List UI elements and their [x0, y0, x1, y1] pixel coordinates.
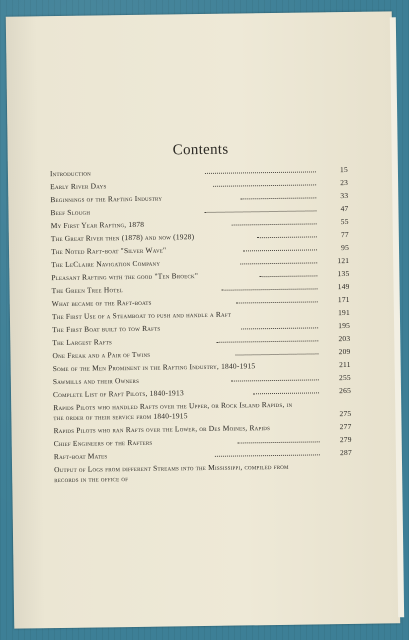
- toc-entry-title: Some of the Men Prominent in the Rafting Industry, 1840-1915: [52, 361, 256, 374]
- leader-dots: [236, 352, 319, 355]
- toc-entry-page: 275: [339, 408, 352, 419]
- toc-entry-page: 209: [338, 346, 351, 357]
- toc-entry-title: The LeClaire Navigation Company: [51, 258, 161, 270]
- leader-dots: [232, 222, 317, 225]
- toc-entry-title: Beginnings of the Rafting Industry: [50, 193, 163, 205]
- toc-entry-page: 77: [340, 229, 349, 240]
- toc-entry-page: 279: [339, 434, 352, 445]
- toc-entry-page: 47: [340, 203, 349, 214]
- leader-dots: [217, 339, 319, 342]
- toc-entry-page: 195: [338, 320, 351, 331]
- toc-entry-page: 15: [339, 164, 348, 175]
- toc-entry-title: Rapids Pilots who handled Rafts over the Upper, or Rock Island Rapids, in the order of their service from 1840-1915: [53, 399, 293, 423]
- toc-entry-title: One Freak and a Pair of Twins: [52, 349, 151, 361]
- toc-entry-page: 287: [339, 447, 352, 458]
- leader-dots: [243, 248, 317, 251]
- toc-entry-title: The First Use of a Steamboat to push and handle a Raft: [51, 309, 232, 322]
- leader-dots: [240, 261, 317, 264]
- toc-entry-title: The First Boat built to tow Rafts: [52, 323, 161, 335]
- toc-entry: [54, 458, 352, 485]
- toc-entry-page: 33: [340, 190, 349, 201]
- toc-entry-page: 149: [337, 281, 350, 292]
- toc-entry-page: 211: [338, 359, 351, 370]
- leader-dots: [241, 326, 318, 329]
- toc-entry-title: My First Year Rafting, 1878: [50, 219, 145, 231]
- table-of-contents: [50, 162, 352, 485]
- contents-heading: Contents: [172, 141, 229, 159]
- toc-entry-page: 95: [341, 242, 350, 253]
- toc-entry-title: The Great River then (1878) and now (1928): [50, 232, 195, 244]
- book-page: [6, 11, 401, 628]
- toc-entry-title: Chief Engineers of the Rafters: [53, 437, 153, 449]
- toc-entry-title: The Largest Rafts: [52, 337, 113, 348]
- leader-dots: [236, 300, 318, 303]
- toc-entry-page: 277: [339, 421, 352, 432]
- toc-entry-title: Raft-boat Mates: [53, 451, 108, 462]
- leader-dots: [241, 196, 317, 199]
- toc-entry-title: What became of the Raft-boats: [51, 297, 152, 309]
- leader-dots: [205, 170, 316, 174]
- leader-dots: [205, 209, 317, 213]
- toc-entry-page: 171: [337, 294, 350, 305]
- toc-entry-page: 255: [338, 372, 351, 383]
- leader-dots: [222, 287, 318, 290]
- leader-dots: [215, 453, 320, 456]
- toc-entry-title: Sawmills and their Owners: [52, 375, 140, 387]
- toc-entry-page: 135: [337, 268, 350, 279]
- toc-entry-page: 23: [340, 177, 349, 188]
- toc-entry-title: Complete List of Raft Pilots, 1840-1913: [52, 388, 184, 400]
- leader-dots: [213, 183, 316, 186]
- leader-dots: [230, 378, 318, 381]
- leader-dots: [238, 440, 320, 443]
- toc-entry-page: 265: [339, 385, 352, 396]
- toc-entry-title: Rapids Pilots who ran Rafts over the Lower, or Des Moines, Rapids: [53, 423, 271, 436]
- toc-entry-title: Pleasant Rafting with the good "Ten Broeck": [51, 271, 199, 283]
- toc-entry-page: 121: [337, 255, 350, 266]
- toc-entry-page: 203: [338, 333, 351, 344]
- leader-dots: [257, 235, 317, 238]
- toc-entry-title: The Green Tree Hotel: [51, 285, 124, 296]
- toc-entry-title: The Noted Raft-boat "Silver Wave": [50, 245, 167, 257]
- toc-entry-title: Introduction: [49, 168, 92, 179]
- leader-dots: [259, 274, 317, 277]
- toc-entry-page: 55: [340, 216, 349, 227]
- toc-entry-title: Beef Slough: [50, 207, 91, 218]
- toc-entry-page: 191: [337, 307, 350, 318]
- toc-entry-title: Early River Days: [50, 181, 107, 192]
- leader-dots: [253, 391, 319, 394]
- toc-entry-title: Output of Logs from different Streams into the Mississippi, compiled from records in the office of: [54, 461, 289, 485]
